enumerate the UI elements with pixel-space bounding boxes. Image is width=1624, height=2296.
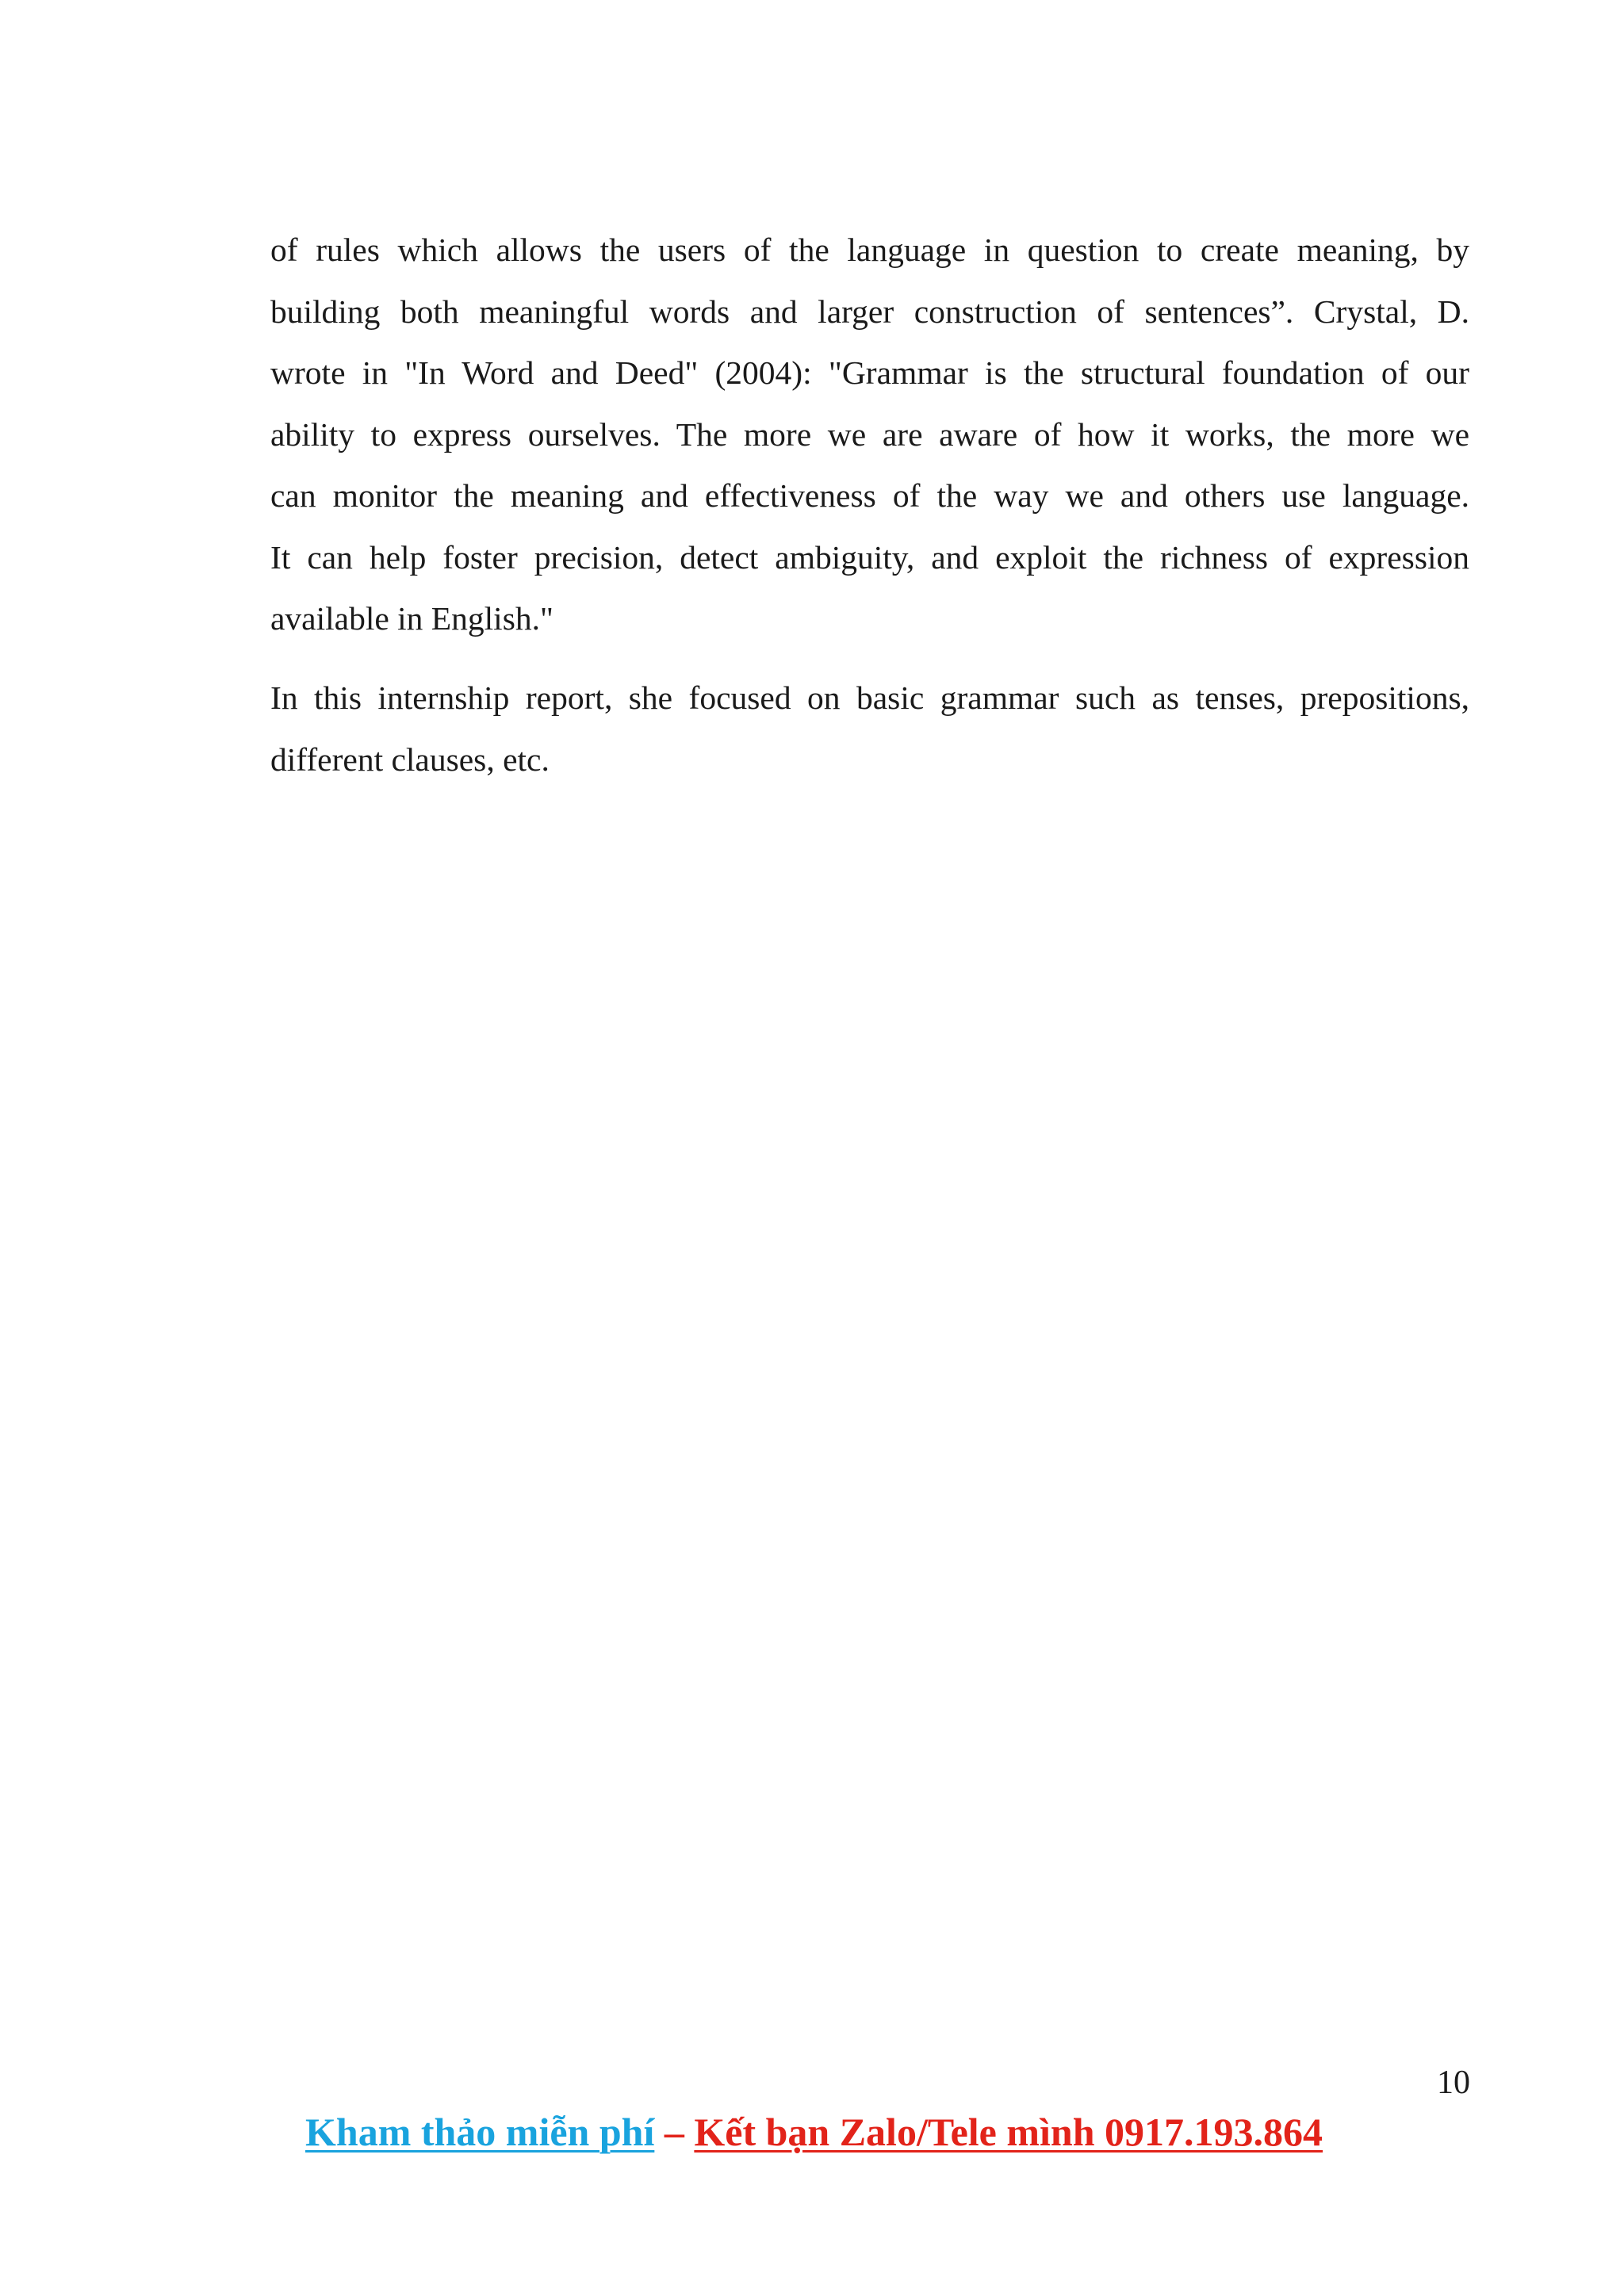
- footer-separator: –: [654, 2110, 695, 2154]
- text-line: ability to express ourselves. The more we are aware of how it works, the more we: [270, 415, 1469, 453]
- contact-link[interactable]: Kết bạn Zalo/Tele mình 0917.193.864: [694, 2110, 1323, 2154]
- text-line: wrote in "In Word and Deed" (2004): "Grammar is the structural foundation of our: [270, 354, 1469, 391]
- page-number: 10: [1437, 2064, 1470, 2101]
- paragraph-report-focus: [270, 668, 1469, 790]
- text-line: available in English.": [270, 600, 553, 637]
- text-line: different clauses, etc.: [270, 740, 550, 778]
- text-line: It can help foster precision, detect ambiguity, and exploit the richness of expression: [270, 538, 1469, 576]
- text-line: building both meaningful words and larger construction of sentences”. Crystal, D.: [270, 293, 1469, 330]
- free-reference-link[interactable]: Kham thảo miễn phí: [305, 2110, 655, 2154]
- text-line: can monitor the meaning and effectiveness of the way we and others use language.: [270, 477, 1469, 514]
- footer-promo: [305, 2104, 1323, 2160]
- text-line: of rules which allows the users of the language in question to create meaning, by: [270, 232, 1469, 268]
- text-line: In this internship report, she focused on basic grammar such as tenses, prepositions,: [270, 679, 1469, 716]
- paragraph-grammar-definition: [270, 220, 1469, 650]
